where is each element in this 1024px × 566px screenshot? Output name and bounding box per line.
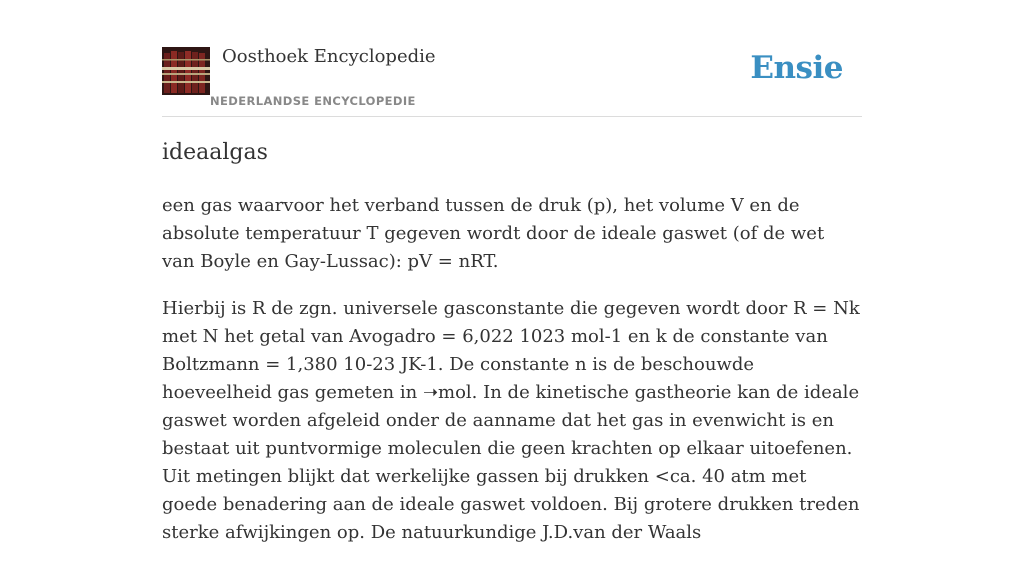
article-body (162, 192, 862, 566)
article-paragraph-2: Hierbij is R de zgn. universele gasconstante die gegeven wordt door R = Nk met N het getal van Avogadro = 6,022 1023 mol-1 en k de constante van Boltzmann = 1,380 10-23 JK-1. De constante n is de beschouwde hoeveelheid gas gemeten in ➝mol. In de kinetische gastheorie kan de ideale gaswet worden afgeleid onder de aanname dat het gas in evenwicht is en bestaat uit puntvormige moleculen die geen krachten op elkaar uitoefenen. Uit metingen blijkt dat werkelijke gassen bij drukken <ca. 40 atm met goede benadering aan de ideale gaswet voldoen. Bij grotere drukken treden sterke afwijkingen op. De natuurkundige J.D.van der Waals (162, 298, 860, 543)
article-title: ideaalgas (162, 140, 268, 165)
book-spines-icon (162, 47, 210, 95)
site-avatar[interactable] (162, 47, 210, 95)
article-paragraph-1: een gas waarvoor het verband tussen de druk (p), het volume V en de absolute temperatuur T gegeven wordt door de ideale gaswet (of de wet van Boyle en Gay-Lussac): pV = nRT. (162, 195, 825, 272)
site-name[interactable]: Oosthoek Encyclopedie (222, 46, 436, 67)
page (162, 0, 862, 543)
ensie-logo[interactable]: Ensie (750, 50, 843, 86)
site-tagline: NEDERLANDSE ENCYCLOPEDIE (210, 94, 416, 108)
site-header (162, 0, 862, 117)
